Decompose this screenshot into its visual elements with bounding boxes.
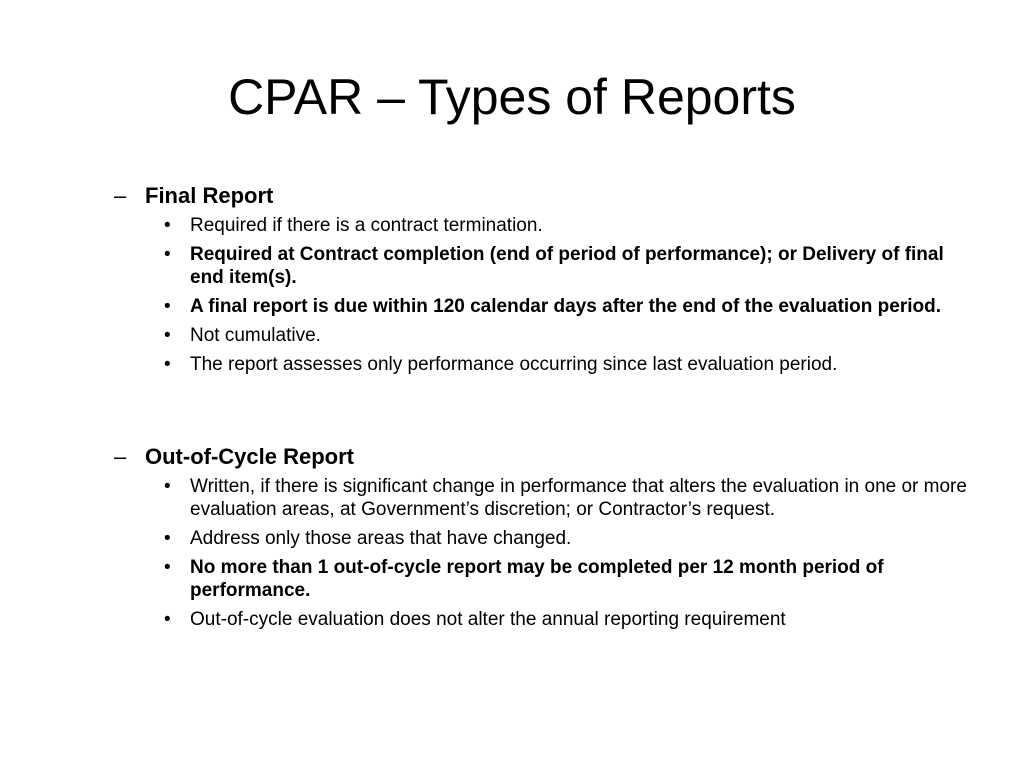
- bullet-marker: •: [164, 557, 171, 578]
- dash-marker: –: [114, 444, 127, 469]
- section-title: Final Report: [145, 183, 274, 208]
- bullet-marker: •: [164, 325, 171, 346]
- dash-marker: –: [114, 183, 127, 208]
- section-title: Out-of-Cycle Report: [145, 444, 354, 469]
- bullet-text: The report assesses only performance occurring since last evaluation period.: [190, 354, 838, 375]
- bullet-item: [164, 295, 974, 318]
- bullet-text: Written, if there is significant change in performance that alters the evaluation in one or more evaluation areas, at Government’s discretion; or Contractor’s request.: [190, 476, 967, 520]
- bullet-marker: •: [164, 296, 171, 317]
- bullet-text: Out-of-cycle evaluation does not alter the annual reporting requirement: [190, 609, 786, 630]
- bullet-item: [164, 353, 974, 376]
- bullet-text: Required at Contract completion (end of period of performance); or Delivery of final end item(s).: [190, 244, 944, 288]
- bullet-item: [164, 324, 974, 347]
- bullet-list: [114, 475, 974, 631]
- bullet-item: [164, 214, 974, 237]
- bullet-marker: •: [164, 476, 171, 497]
- slide-title: CPAR – Types of Reports: [228, 69, 796, 125]
- bullet-marker: •: [164, 354, 171, 375]
- bullet-marker: •: [164, 215, 171, 236]
- bullet-text: Required if there is a contract termination.: [190, 215, 543, 236]
- bullet-item: [164, 608, 974, 631]
- bullet-text: A final report is due within 120 calendar days after the end of the evaluation period.: [190, 296, 942, 317]
- bullet-text: No more than 1 out-of-cycle report may be completed per 12 month period of performance.: [190, 557, 884, 601]
- section-final-report: [114, 180, 974, 382]
- bullet-marker: •: [164, 244, 171, 265]
- section-out-of-cycle-report: [114, 441, 974, 637]
- bullet-item: [164, 475, 974, 521]
- section-heading: [114, 180, 974, 212]
- section-heading: [114, 441, 974, 473]
- bullet-item: [164, 527, 974, 550]
- bullet-marker: •: [164, 609, 171, 630]
- bullet-item: [164, 243, 974, 289]
- bullet-text: Address only those areas that have changed.: [190, 528, 572, 549]
- bullet-text: Not cumulative.: [190, 325, 321, 346]
- bullet-marker: •: [164, 528, 171, 549]
- bullet-list: [114, 214, 974, 376]
- bullet-item: [164, 556, 974, 602]
